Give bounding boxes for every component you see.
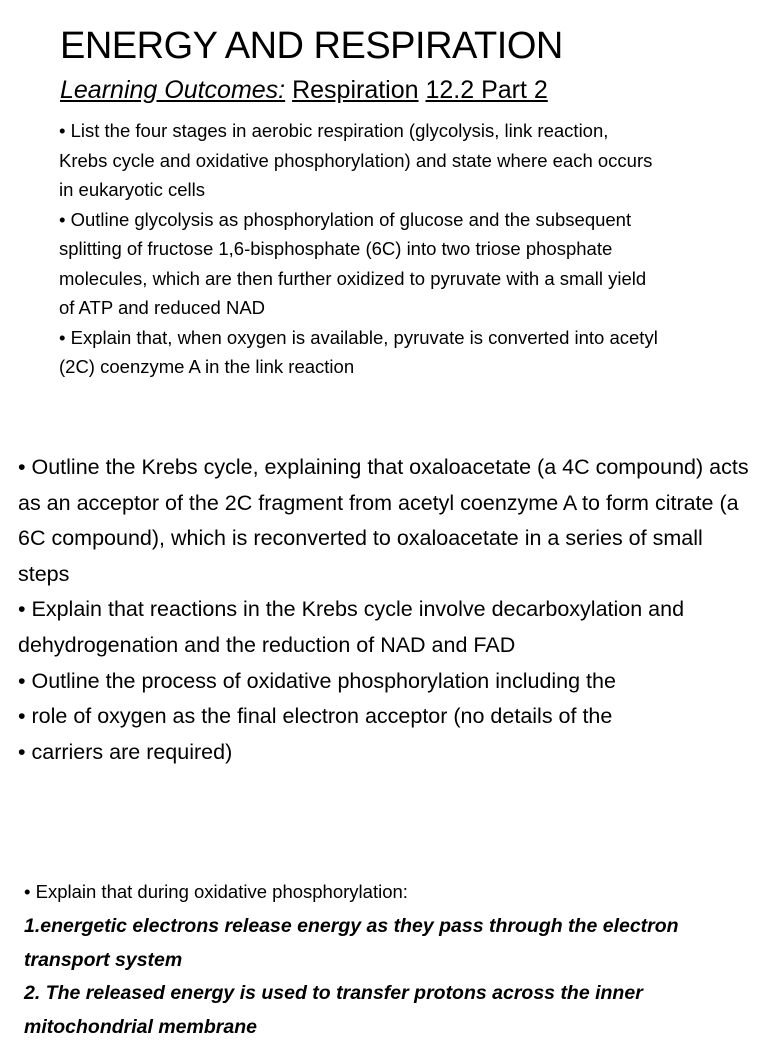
numbered-point: 1.energetic electrons release energy as they pass through the electron transport system xyxy=(24,915,679,971)
slide-learning-outcomes-1 xyxy=(0,0,768,400)
outcome-item: • role of oxygen as the final electron acceptor (no details of the xyxy=(18,704,613,729)
subtitle-respiration: Respiration xyxy=(292,76,419,104)
slide-oxidative-phosphorylation xyxy=(0,870,768,1038)
outcome-item: • carriers are required) xyxy=(18,739,233,764)
page-subtitle xyxy=(60,74,548,106)
outcome-item: • Explain that reactions in the Krebs cycle involve decarboxylation and dehydrogenation and the reduction of NAD and FAD xyxy=(18,597,685,657)
subtitle-section-number: 12.2 Part 2 xyxy=(425,76,548,104)
outcome-item: • Outline the process of oxidative phosphorylation including the xyxy=(18,668,616,693)
oxidative-phosphorylation-intro: • Explain that during oxidative phosphorylation: xyxy=(24,881,408,902)
outcome-item: • Outline glycolysis as phosphorylation of glucose and the subsequent splitting of fructose 1,6-bisphosphate (6C) into two triose phosphate molecules, which are then further oxidized to pyruvate with a small yield of ATP and reduced NAD xyxy=(59,208,647,318)
outcome-item: • List the four stages in aerobic respiration (glycolysis, link reaction, Krebs cycle and oxidative phosphorylation) and state where each occurs in eukaryotic cells xyxy=(59,120,653,200)
outcomes-list-2 xyxy=(18,450,758,770)
numbered-point: 2. The released energy is used to transfer protons across the inner mitochondrial membrane xyxy=(24,982,643,1038)
slide-learning-outcomes-2 xyxy=(0,445,768,815)
oxidative-phosphorylation-points xyxy=(24,910,724,1044)
page-title: ENERGY AND RESPIRATION xyxy=(60,25,563,67)
outcome-item: • Outline the Krebs cycle, explaining that oxaloacetate (a 4C compound) acts as an acceptor of the 2C fragment from acetyl coenzyme A to form citrate (a 6C compound), which is reconverted to oxaloacetate in a series of small steps xyxy=(18,455,749,586)
outcomes-list-1 xyxy=(59,116,659,382)
outcome-item: • Explain that, when oxygen is available, pyruvate is converted into acetyl (2C) coenzyme A in the link reaction xyxy=(59,326,658,377)
subtitle-learning-outcomes: Learning Outcomes: xyxy=(60,76,286,104)
